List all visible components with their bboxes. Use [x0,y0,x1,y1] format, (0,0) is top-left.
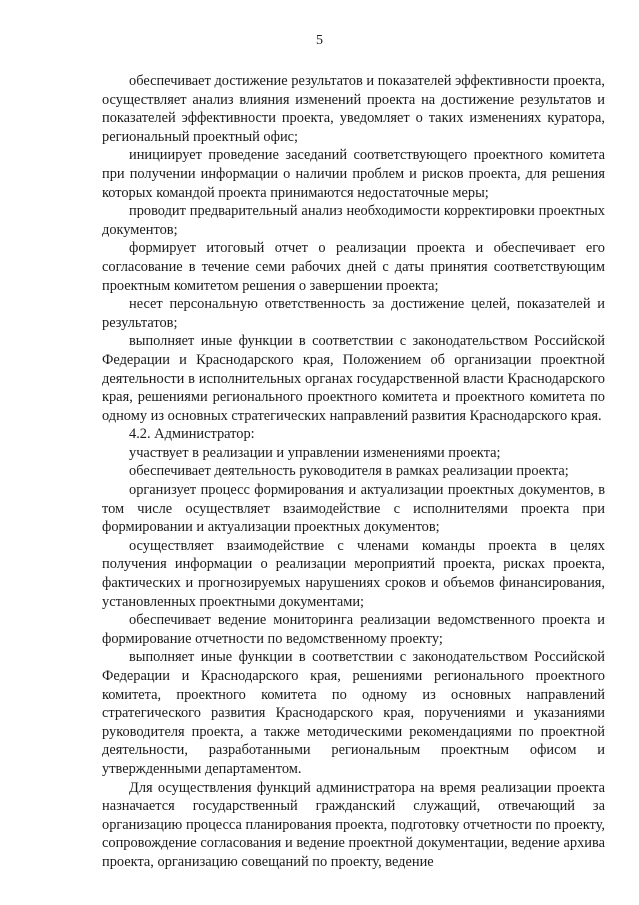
paragraph: выполняет иные функции в соответствии с законодательством Российской Федерации и Краснодарского края, решениями регионального проектного комитета, проектного комитета по одному из основных направлений стратегического развития Краснодарского края, поручениями и указаниями руководителя проекта, а также методическими рекомендациями по проектной деятельности, разработанными региональным проектным офисом и утвержденными департаментом. [102,649,605,777]
paragraph: формирует итоговый отчет о реализации проекта и обеспечивает его согласование в течение семи рабочих дней с даты принятия соответствующим проектным комитетом решения о завершении проекта; [102,240,605,294]
paragraph: Для осуществления функций администратора на время реализации проекта назначается государственный гражданский служащий, отвечающий за организацию процесса планирования проекта, подготовку отчетности по проекту, сопровождение согласования и ведение проектной документации, ведение архива проекта, организацию совещаний по проекту, ведение [102,779,605,870]
paragraph: осуществляет взаимодействие с членами команды проекта в целях получения информации о реализации мероприятий проекта, рисках проекта, фактических и прогнозируемых нарушениях сроков и объемов финансирования, установленных проектными документами; [102,537,605,610]
paragraph: несет персональную ответственность за достижение целей, показателей и результатов; [102,296,605,331]
paragraph: обеспечивает ведение мониторинга реализации ведомственного проекта и формирование отчетности по ведомственному проекту; [102,612,605,647]
paragraph: обеспечивает деятельность руководителя в рамках реализации проекта; [129,463,569,480]
paragraph: проводит предварительный анализ необходимости корректировки проектных документов; [102,203,605,238]
paragraph: инициирует проведение заседаний соответствующего проектного комитета при получении информации о наличии проблем и рисков проекта, для решения которых командой проекта принимаются недостаточные меры; [102,147,605,201]
section-heading: 4.2. Администратор: [129,426,255,443]
paragraph: организует процесс формирования и актуализации проектных документов, в том числе осуществляет взаимодействие с исполнителями проекта при формировании и актуализации проектных документов; [102,482,605,536]
page-number: 5 [316,33,323,48]
paragraph: выполняет иные функции в соответствии с законодательством Российской Федерации и Краснодарского края, Положением об организации проектной деятельности в исполнительных органах государственной власти Краснодарского края, решениями регионального проектного комитета и проектного комитета по одному из основных стратегических направлений развития Краснодарского края. [102,333,605,424]
paragraph: обеспечивает достижение результатов и показателей эффективности проекта, осуществляет анализ влияния изменений проекта на достижение результатов и показателей эффективности проекта, уведомляет о таких изменениях куратора, региональный проектный офис; [102,73,605,145]
paragraph: участвует в реализации и управлении изменениями проекта; [129,444,501,461]
document-body [102,72,605,872]
